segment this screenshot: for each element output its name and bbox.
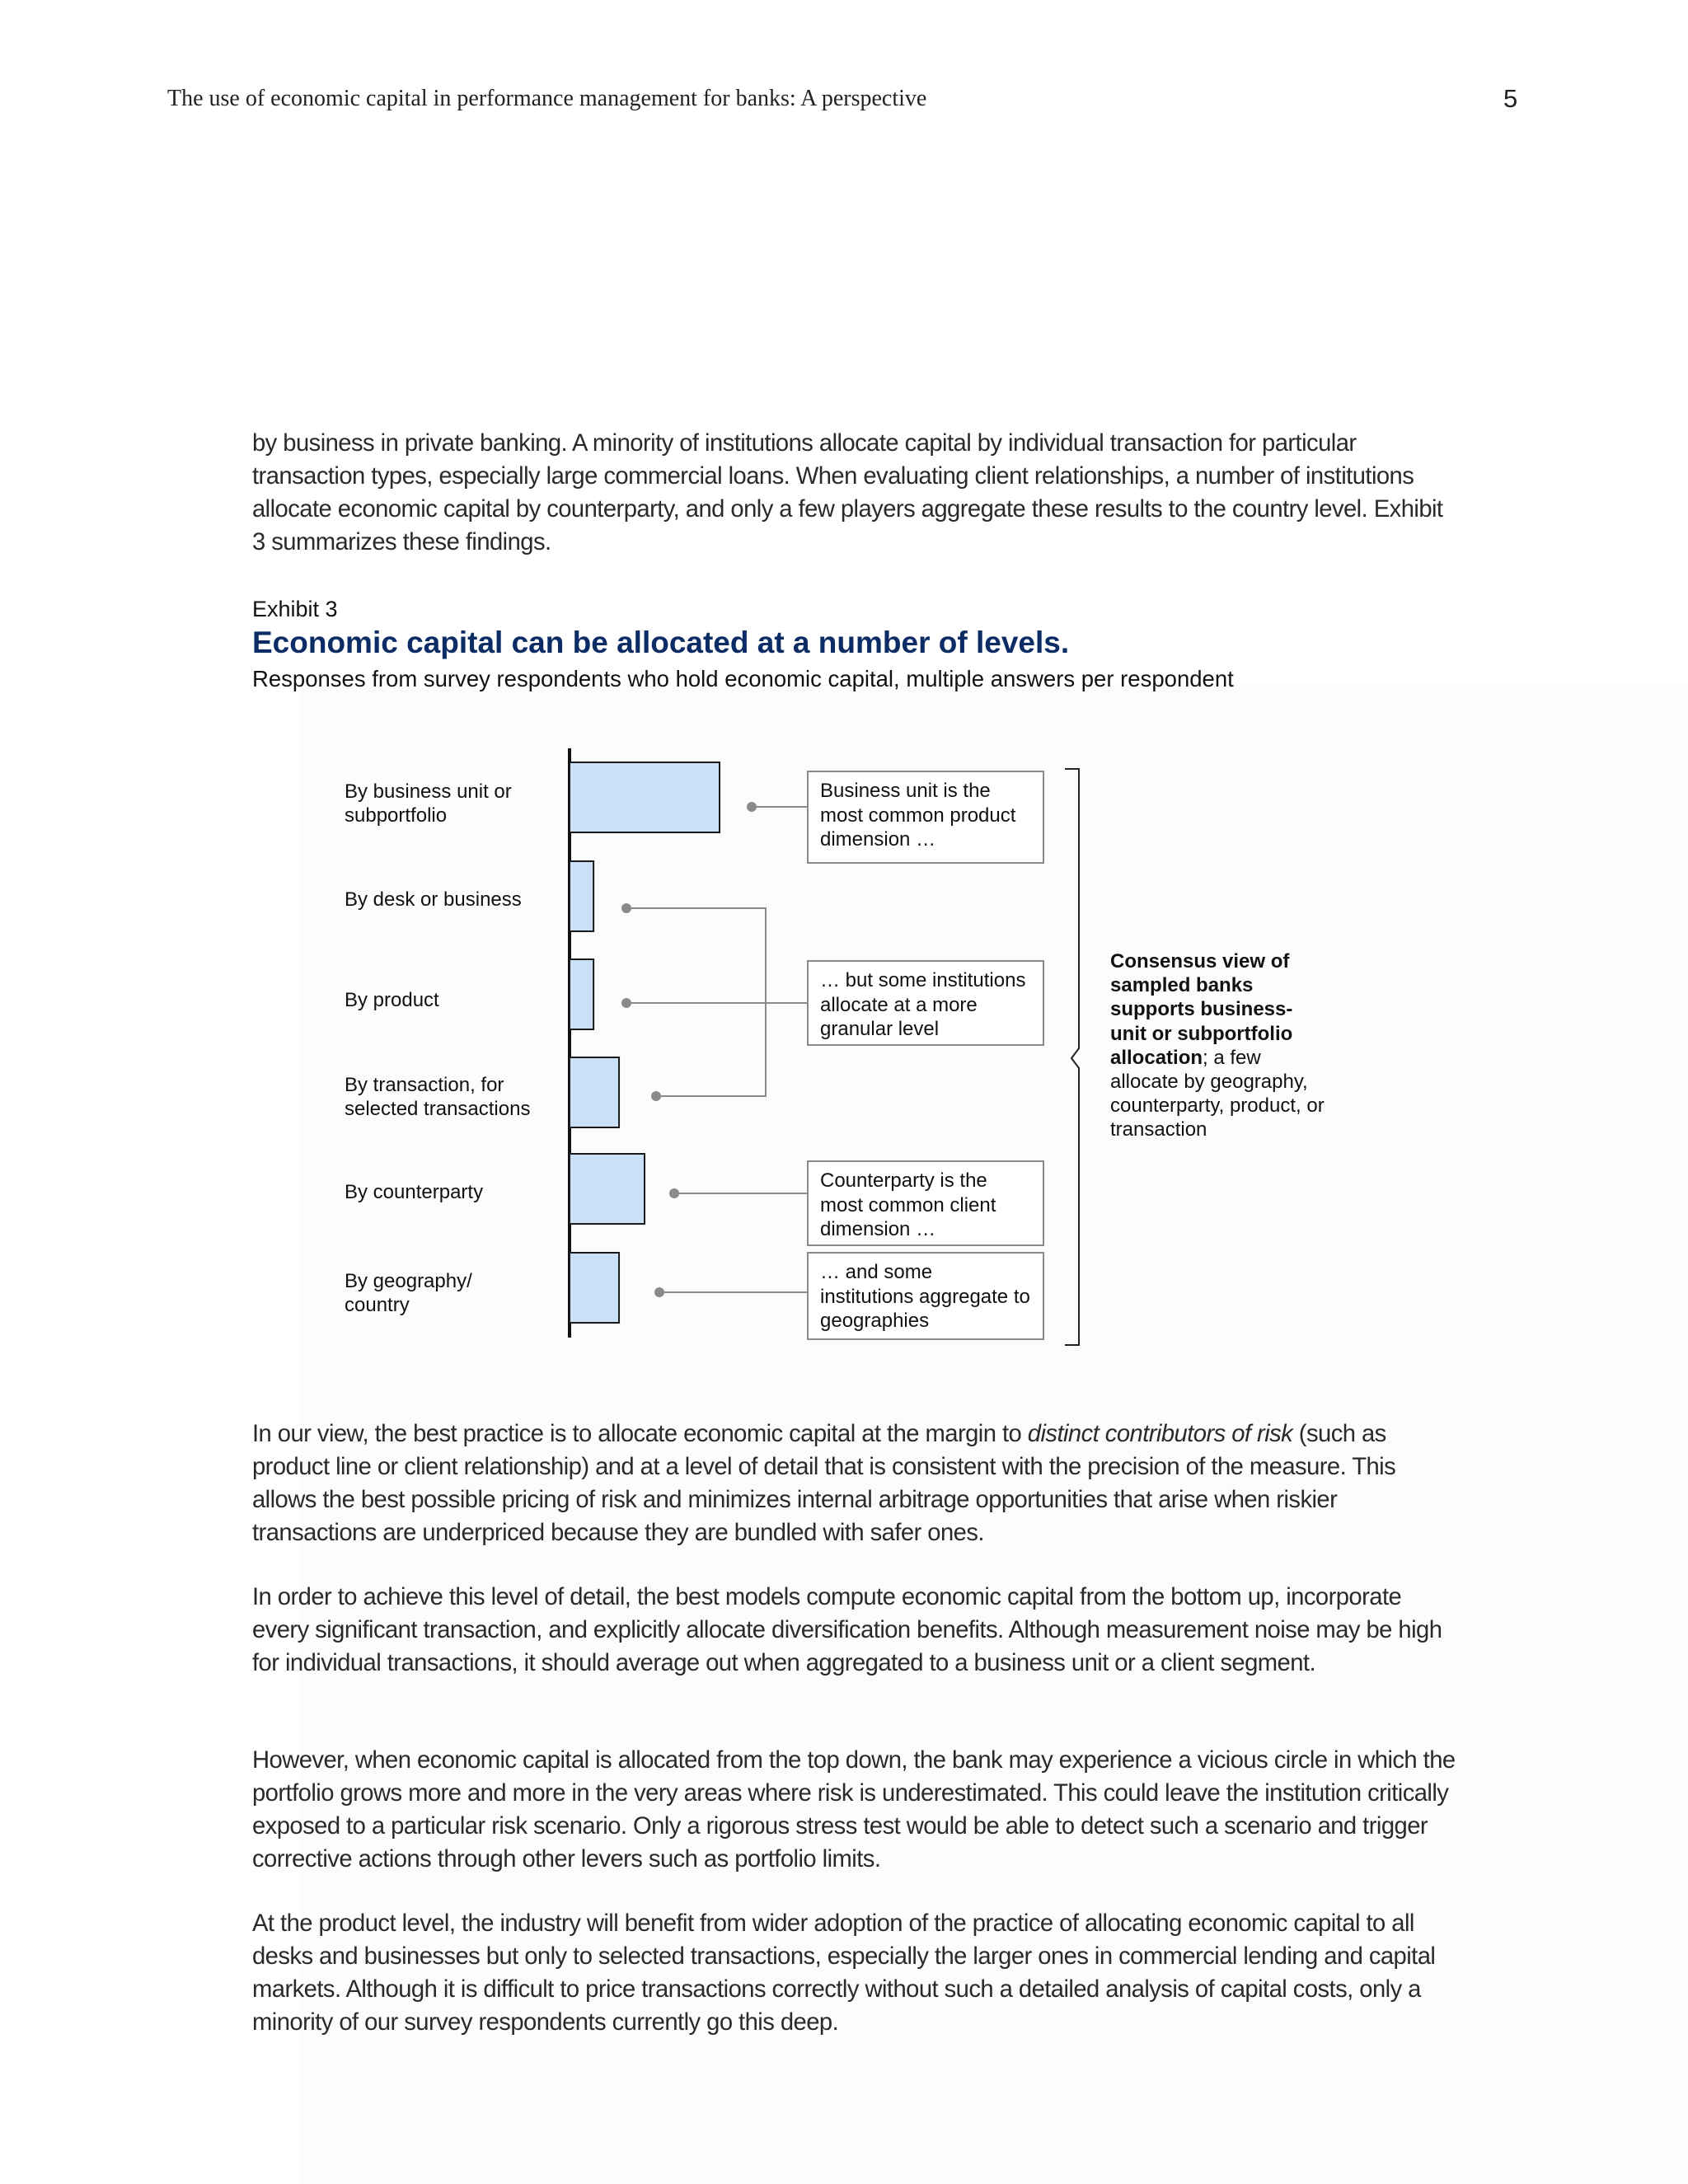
bar-3 xyxy=(570,1057,619,1127)
summary-brace xyxy=(1065,769,1079,1345)
bar-2 xyxy=(570,959,593,1029)
connector-dot xyxy=(654,1287,664,1297)
bars-group xyxy=(570,762,720,1323)
bar-0 xyxy=(570,762,720,832)
callout-counterparty: Counterparty is the most common client dimension … xyxy=(807,1160,1044,1246)
paragraph-1-text-end: (such as product line or client relationship) and at a level of detail that is consistent with the precision of the measure. This allows the best possible pricing of risk and minimizes internal arbitrage opportunities that arise when riskier transactions are underpriced because they are bundled with safer ones. xyxy=(252,1421,1396,1546)
running-title: The use of economic capital in performance management for banks: A perspective xyxy=(167,86,927,111)
bar-label-product: By product xyxy=(345,989,439,1011)
exhibit-subtitle: Responses from survey respondents who hold economic capital, multiple answers per respondent xyxy=(252,666,1234,691)
connector-dot xyxy=(747,802,757,812)
bar-label-business-unit: By business unit or subportfolio xyxy=(345,780,512,827)
bar-5 xyxy=(570,1253,619,1323)
paragraph-bottom-up: In order to achieve this level of detail, the best models compute economic capital from the bottom up, incorporate every significant transaction, and explicitly allocate diversification benefits. Although measurement noise may be high for individual transactions, it should average out when aggregated to a business unit or a client segment. xyxy=(252,1584,1442,1676)
connector-dot xyxy=(621,998,631,1008)
paragraph-best-practice xyxy=(252,1418,1456,1549)
bar-label-geography: By geography/ country xyxy=(345,1270,472,1316)
consensus-summary xyxy=(1110,949,1325,1142)
exhibit-title: Economic capital can be allocated at a number of levels. xyxy=(252,626,1070,659)
paragraph-1-text: In our view, the best practice is to allocate economic capital at the margin to xyxy=(252,1421,1028,1447)
bar-label-desk: By desk or business xyxy=(345,888,522,911)
paragraph-product-level: At the product level, the industry will benefit from wider adoption of the practice of allocating economic capital to all desks and businesses but only to selected transactions, especially the larger ones in commercial lending and capital markets. Although it is difficult to price transactions correctly without such a detailed analysis of capital costs, only a minority of our survey respondents currently go this deep. xyxy=(252,1910,1436,2036)
consensus-rest: ; a few allocate by geography, counterparty, product, or transaction xyxy=(1110,1046,1325,1141)
connector-lines xyxy=(626,807,808,1292)
bar-1 xyxy=(570,861,593,931)
callout-granular: … but some institutions allocate at a more granular level xyxy=(807,960,1044,1046)
page-number: 5 xyxy=(1503,84,1518,113)
connector-dot xyxy=(621,903,631,913)
bar-label-counterparty: By counterparty xyxy=(345,1181,484,1203)
paragraph-top-down: However, when economic capital is allocated from the top down, the bank may experience a vicious circle in which the portfolio grows more and more in the very areas where risk is underestimated. This could leave the institution critically exposed to a particular risk scenario. Only a rigorous stress test would be able to detect such a scenario and trigger corrective actions through other levers such as portfolio limits. xyxy=(252,1747,1456,1872)
consensus-bold: Consensus view of sampled banks supports business-unit or subportfolio allocation xyxy=(1110,950,1293,1069)
callout-business-unit: Business unit is the most common product dimension … xyxy=(807,771,1044,864)
exhibit-label: Exhibit 3 xyxy=(252,597,338,621)
callout-geography: … and some institutions aggregate to geographies xyxy=(807,1252,1044,1340)
bar-label-transaction: By transaction, for selected transactions xyxy=(345,1074,531,1120)
connector-dot xyxy=(669,1188,679,1198)
connector-dot xyxy=(651,1091,661,1101)
paragraph-1-italic: distinct contributors of risk xyxy=(1027,1421,1293,1447)
intro-paragraph: by business in private banking. A minority of institutions allocate capital by individual transaction for particular transaction types, especially large commercial loans. When evaluating client relationships, a number of institutions allocate economic capital by counterparty, and only a few players aggregate these results to the country level. Exhibit 3 summarizes these findings. xyxy=(252,430,1443,555)
bar-4 xyxy=(570,1154,645,1224)
